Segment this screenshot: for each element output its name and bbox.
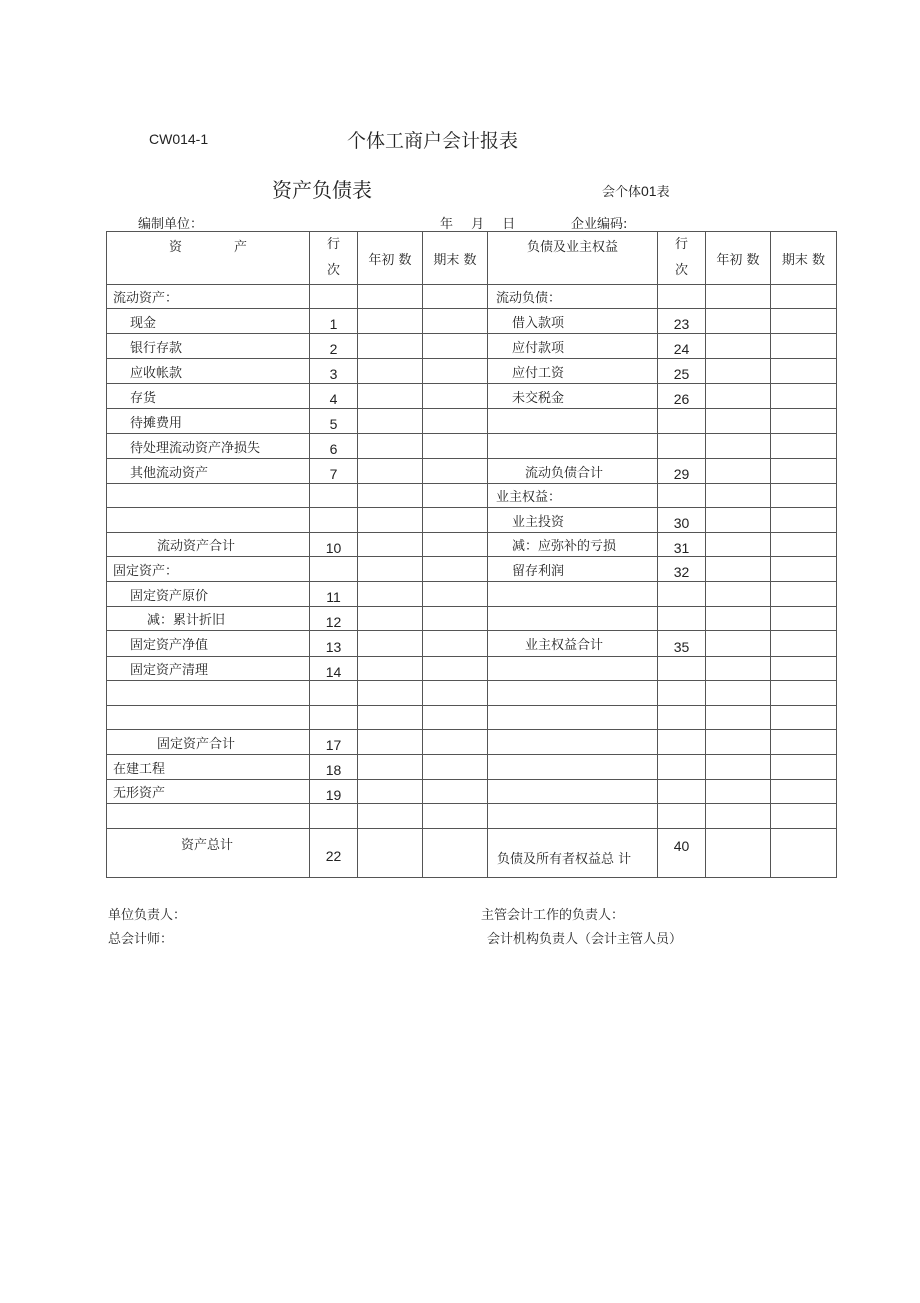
liability-item	[488, 334, 658, 359]
liability-beginning-value	[706, 459, 771, 484]
table-code-number: 01	[641, 183, 657, 199]
liability-beginning-value	[706, 384, 771, 409]
liability-beginning-value	[706, 631, 771, 657]
asset-beginning-value	[358, 631, 423, 657]
liability-row-number	[658, 309, 706, 334]
liability-row-number	[658, 730, 706, 755]
asset-ending-value	[423, 780, 488, 804]
asset-beginning-value	[358, 285, 423, 309]
liability-item	[488, 533, 658, 557]
table-row	[107, 681, 837, 706]
asset-item-text: 固定资产合计	[157, 736, 236, 752]
liability-beginning-value	[706, 657, 771, 681]
liability-row-number	[658, 582, 706, 607]
liability-ending-value	[771, 434, 837, 459]
asset-ending-value	[423, 359, 488, 384]
liability-item	[488, 582, 658, 607]
asset-ending-value	[423, 434, 488, 459]
asset-beginning-value	[358, 681, 423, 706]
preparing-unit-label: 编制单位：	[138, 217, 204, 232]
asset-beginning-value	[358, 334, 423, 359]
asset-item-text: 固定资产清理	[130, 663, 209, 678]
liability-ending-value	[771, 607, 837, 631]
liability-beginning-value	[706, 706, 771, 730]
liability-item	[488, 484, 658, 508]
liability-beginning-value	[706, 309, 771, 334]
asset-row-number	[310, 359, 358, 384]
asset-row-number-text: 5	[329, 416, 338, 432]
asset-row-number-text: 11	[326, 589, 341, 605]
liability-ending-value	[771, 557, 837, 582]
accounting-supervisor-signature-label: 主管会计工作的负责人：	[481, 908, 625, 923]
asset-row-number-text: 19	[325, 786, 342, 803]
asset-item	[107, 409, 310, 434]
accounting-org-head-signature-label: 会计机构负责人（会计主管人员）	[487, 932, 683, 947]
asset-ending-value	[423, 557, 488, 582]
asset-row-number	[310, 804, 358, 829]
table-row	[107, 557, 837, 582]
asset-row-number	[310, 755, 358, 780]
asset-item	[107, 359, 310, 384]
liability-ending-value	[771, 384, 837, 409]
asset-ending-value	[423, 285, 488, 309]
liability-ending-value	[771, 657, 837, 681]
asset-item	[107, 484, 310, 508]
liability-item	[488, 434, 658, 459]
asset-ending-value	[423, 706, 488, 730]
asset-ending-value	[423, 631, 488, 657]
asset-item-text: 固定资产净值	[130, 638, 209, 653]
liability-ending-value	[771, 582, 837, 607]
liability-item	[488, 557, 658, 582]
total-assets-row-number	[310, 829, 358, 878]
table-row	[107, 730, 837, 755]
asset-row-number	[310, 285, 358, 309]
table-row	[107, 804, 837, 829]
table-row	[107, 459, 837, 484]
asset-beginning-value	[358, 359, 423, 384]
liability-ending-value	[771, 285, 837, 309]
enterprise-code-label: 企业编码:	[571, 217, 628, 232]
chief-accountant-signature-label: 总会计师：	[108, 932, 174, 947]
liability-row-number	[658, 459, 706, 484]
liability-beginning-value	[706, 409, 771, 434]
liability-row-number-text: 31	[673, 539, 690, 556]
total-liabilities-equity-label	[488, 829, 658, 878]
asset-ending-value	[423, 533, 488, 557]
total-liabilities-row-number-text: 40	[673, 838, 690, 854]
liability-row-number	[658, 681, 706, 706]
asset-item	[107, 755, 310, 780]
asset-beginning-value	[358, 533, 423, 557]
asset-item	[107, 582, 310, 607]
total-assets-label	[107, 829, 310, 878]
total-assets-label-text: 资产总计	[181, 838, 234, 853]
table-row	[107, 309, 837, 334]
asset-ending-value	[423, 484, 488, 508]
liability-row-number-text: 26	[673, 391, 690, 407]
asset-row-number	[310, 681, 358, 706]
liability-ending-value	[771, 804, 837, 829]
liability-beginning-value	[706, 533, 771, 557]
liability-beginning-value	[706, 334, 771, 359]
asset-row-number-text: 13	[325, 638, 342, 655]
liability-item	[488, 755, 658, 780]
liability-item-text: 业主权益：	[496, 490, 562, 505]
asset-row-number	[310, 607, 358, 631]
liability-beginning-value	[706, 755, 771, 780]
table-code-suffix: 表	[656, 185, 670, 200]
asset-ending-value	[423, 681, 488, 706]
table-row	[107, 484, 837, 508]
liability-ending-value	[771, 780, 837, 804]
liability-item	[488, 508, 658, 533]
asset-row-number	[310, 631, 358, 657]
liability-row-number	[658, 755, 706, 780]
asset-ending-value	[423, 459, 488, 484]
asset-item	[107, 706, 310, 730]
balance-sheet-table	[106, 231, 837, 878]
asset-beginning-value	[358, 706, 423, 730]
asset-item	[107, 557, 310, 582]
header-ending-balance-right: 期末 数	[771, 232, 837, 285]
asset-row-number	[310, 780, 358, 804]
asset-item	[107, 730, 310, 755]
asset-item	[107, 533, 310, 557]
liability-item-text: 应付款项	[512, 340, 565, 356]
liability-ending-value	[771, 359, 837, 384]
asset-row-number	[310, 657, 358, 681]
liability-ending-value	[771, 484, 837, 508]
asset-beginning-value	[358, 459, 423, 484]
liability-row-number-text: 24	[673, 341, 690, 357]
liability-item-text: 应付工资	[512, 365, 565, 381]
asset-item	[107, 508, 310, 533]
liability-item-text: 业主投资	[512, 514, 565, 530]
asset-item-text: 固定资产：	[113, 563, 179, 579]
table-row	[107, 434, 837, 459]
asset-item-text: 现金	[130, 315, 157, 331]
asset-row-number	[310, 409, 358, 434]
table-row	[107, 508, 837, 533]
table-code-prefix: 会个体	[602, 185, 642, 200]
asset-item-text: 减：累计折旧	[147, 613, 226, 628]
asset-item-text: 其他流动资产	[130, 465, 209, 481]
liability-beginning-value	[706, 484, 771, 508]
asset-row-number-text: 3	[329, 366, 338, 382]
asset-row-number-text: 2	[329, 341, 338, 357]
asset-item	[107, 334, 310, 359]
unit-head-signature-label: 单位负责人：	[108, 908, 187, 923]
liability-beginning-value	[706, 285, 771, 309]
liability-ending-value	[771, 508, 837, 533]
liability-item-text: 借入款项	[512, 315, 565, 331]
liability-row-number-text: 25	[673, 366, 690, 382]
table-row	[107, 706, 837, 730]
liability-item	[488, 384, 658, 409]
asset-ending-value	[423, 384, 488, 409]
table-header-row	[107, 232, 837, 285]
asset-row-number	[310, 582, 358, 607]
asset-beginning-value	[358, 309, 423, 334]
liability-item-text: 留存利润	[512, 563, 565, 579]
liability-beginning-value	[706, 557, 771, 582]
table-row	[107, 409, 837, 434]
asset-item	[107, 607, 310, 631]
liability-item	[488, 409, 658, 434]
header-row-no-right: 行 次	[658, 232, 706, 285]
table-row	[107, 359, 837, 384]
asset-ending-value	[423, 607, 488, 631]
asset-beginning-value	[358, 755, 423, 780]
asset-row-number-text: 14	[325, 663, 342, 680]
liability-row-number-text: 29	[673, 466, 690, 482]
asset-ending-value	[423, 334, 488, 359]
liability-item	[488, 780, 658, 804]
asset-item-text: 流动资产合计	[157, 539, 236, 554]
table-row	[107, 582, 837, 607]
asset-row-number	[310, 557, 358, 582]
form-code: CW014-1	[149, 131, 209, 147]
liability-item-text: 减：应弥补的亏损	[512, 539, 617, 554]
asset-ending-value	[423, 409, 488, 434]
asset-beginning-value	[358, 434, 423, 459]
asset-row-number	[310, 706, 358, 730]
asset-beginning-value	[358, 508, 423, 533]
asset-item	[107, 804, 310, 829]
liability-beginning-value	[706, 359, 771, 384]
liability-row-number	[658, 631, 706, 657]
total-liabilities-beginning-value	[706, 829, 771, 878]
liability-ending-value	[771, 755, 837, 780]
asset-item-text: 待摊费用	[130, 415, 183, 431]
header-row-no: 行 次	[310, 232, 358, 285]
asset-ending-value	[423, 755, 488, 780]
asset-row-number	[310, 484, 358, 508]
table-row	[107, 285, 837, 309]
liability-row-number	[658, 557, 706, 582]
asset-row-number-text: 12	[325, 613, 342, 630]
liability-item-text: 业主权益合计	[525, 638, 604, 653]
asset-row-number-text: 6	[329, 441, 338, 457]
liability-row-number-text: 32	[673, 564, 690, 580]
liability-beginning-value	[706, 434, 771, 459]
balance-sheet-title: 资产负债表	[272, 178, 372, 202]
liability-item	[488, 657, 658, 681]
liability-item	[488, 607, 658, 631]
liability-row-number	[658, 780, 706, 804]
total-row	[107, 829, 837, 878]
liability-row-number-text: 30	[673, 515, 690, 531]
header-beginning-balance-right: 年初 数	[706, 232, 771, 285]
table-row	[107, 607, 837, 631]
asset-row-number	[310, 533, 358, 557]
liability-row-number	[658, 508, 706, 533]
liability-item	[488, 359, 658, 384]
total-liabilities-equity-label-text: 负债及所有者权益总 计	[497, 852, 632, 867]
liability-ending-value	[771, 459, 837, 484]
liability-item	[488, 459, 658, 484]
liability-row-number	[658, 285, 706, 309]
liability-ending-value	[771, 409, 837, 434]
asset-row-number-text: 7	[329, 466, 338, 482]
liability-item	[488, 730, 658, 755]
liability-row-number	[658, 384, 706, 409]
liability-row-number	[658, 434, 706, 459]
table-row	[107, 631, 837, 657]
liability-row-number	[658, 657, 706, 681]
asset-item-text: 待处理流动资产净损失	[130, 440, 261, 456]
liability-beginning-value	[706, 804, 771, 829]
liability-item	[488, 804, 658, 829]
liability-item-text: 未交税金	[512, 390, 565, 406]
liability-row-number	[658, 706, 706, 730]
asset-ending-value	[423, 804, 488, 829]
asset-item	[107, 434, 310, 459]
asset-row-number-text: 10	[325, 539, 342, 556]
asset-item	[107, 631, 310, 657]
table-row	[107, 755, 837, 780]
header-assets: 资 产	[107, 232, 310, 285]
header-beginning-balance: 年初 数	[358, 232, 423, 285]
asset-row-number	[310, 434, 358, 459]
liability-item	[488, 631, 658, 657]
asset-ending-value	[423, 730, 488, 755]
asset-item-text: 固定资产原价	[130, 588, 209, 604]
header-ending-balance: 期末 数	[423, 232, 488, 285]
liability-item-text: 流动负债：	[496, 291, 562, 306]
asset-row-number-text: 17	[325, 737, 342, 753]
asset-beginning-value	[358, 384, 423, 409]
liability-row-number	[658, 607, 706, 631]
asset-row-number	[310, 384, 358, 409]
asset-beginning-value	[358, 582, 423, 607]
asset-item-text: 银行存款	[130, 340, 183, 356]
asset-beginning-value	[358, 780, 423, 804]
asset-row-number-text: 1	[329, 316, 338, 332]
liability-ending-value	[771, 309, 837, 334]
asset-item-text: 应收帐款	[130, 365, 183, 381]
table-code	[602, 181, 670, 200]
liability-item	[488, 309, 658, 334]
asset-row-number	[310, 730, 358, 755]
liability-ending-value	[771, 730, 837, 755]
asset-beginning-value	[358, 607, 423, 631]
asset-ending-value	[423, 657, 488, 681]
liability-row-number-text: 23	[673, 316, 690, 332]
liability-beginning-value	[706, 780, 771, 804]
report-title: 个体工商户会计报表	[347, 130, 519, 152]
asset-item	[107, 285, 310, 309]
asset-row-number	[310, 508, 358, 533]
liability-beginning-value	[706, 681, 771, 706]
liability-row-number	[658, 533, 706, 557]
table-row	[107, 334, 837, 359]
liability-ending-value	[771, 631, 837, 657]
liability-row-number	[658, 409, 706, 434]
asset-item	[107, 459, 310, 484]
asset-row-number-text: 18	[325, 762, 342, 778]
total-liabilities-ending-value	[771, 829, 837, 878]
liability-ending-value	[771, 533, 837, 557]
liability-row-number	[658, 804, 706, 829]
asset-item	[107, 780, 310, 804]
total-assets-ending-value	[423, 829, 488, 878]
asset-item	[107, 681, 310, 706]
table-row	[107, 780, 837, 804]
header-liabilities-equity: 负债及业主权益	[488, 232, 658, 285]
liability-row-number	[658, 334, 706, 359]
asset-item	[107, 657, 310, 681]
asset-row-number	[310, 459, 358, 484]
total-assets-beginning-value	[358, 829, 423, 878]
asset-row-number-text: 4	[329, 391, 338, 407]
asset-beginning-value	[358, 804, 423, 829]
liability-item	[488, 285, 658, 309]
asset-row-number	[310, 309, 358, 334]
liability-beginning-value	[706, 508, 771, 533]
asset-beginning-value	[358, 730, 423, 755]
liability-ending-value	[771, 681, 837, 706]
asset-item-text: 存货	[130, 390, 157, 406]
liability-row-number-text: 35	[673, 638, 690, 655]
asset-beginning-value	[358, 484, 423, 508]
asset-item-text: 在建工程	[113, 761, 166, 777]
total-liabilities-row-number	[658, 829, 706, 878]
liability-ending-value	[771, 706, 837, 730]
table-row	[107, 533, 837, 557]
date-label: 年 月 日	[440, 217, 523, 232]
liability-beginning-value	[706, 730, 771, 755]
asset-ending-value	[423, 508, 488, 533]
asset-beginning-value	[358, 657, 423, 681]
liability-item	[488, 706, 658, 730]
liability-item	[488, 681, 658, 706]
liability-beginning-value	[706, 607, 771, 631]
asset-item-text: 流动资产：	[113, 291, 179, 306]
asset-ending-value	[423, 309, 488, 334]
liability-beginning-value	[706, 582, 771, 607]
table-row	[107, 657, 837, 681]
asset-ending-value	[423, 582, 488, 607]
total-assets-row-number-text: 22	[325, 848, 342, 864]
liability-ending-value	[771, 334, 837, 359]
liability-item-text: 流动负债合计	[525, 465, 604, 481]
asset-row-number	[310, 334, 358, 359]
asset-item	[107, 384, 310, 409]
liability-row-number	[658, 484, 706, 508]
table-row	[107, 384, 837, 409]
asset-item-text: 无形资产	[113, 786, 166, 801]
asset-beginning-value	[358, 557, 423, 582]
asset-item	[107, 309, 310, 334]
asset-beginning-value	[358, 409, 423, 434]
liability-row-number	[658, 359, 706, 384]
